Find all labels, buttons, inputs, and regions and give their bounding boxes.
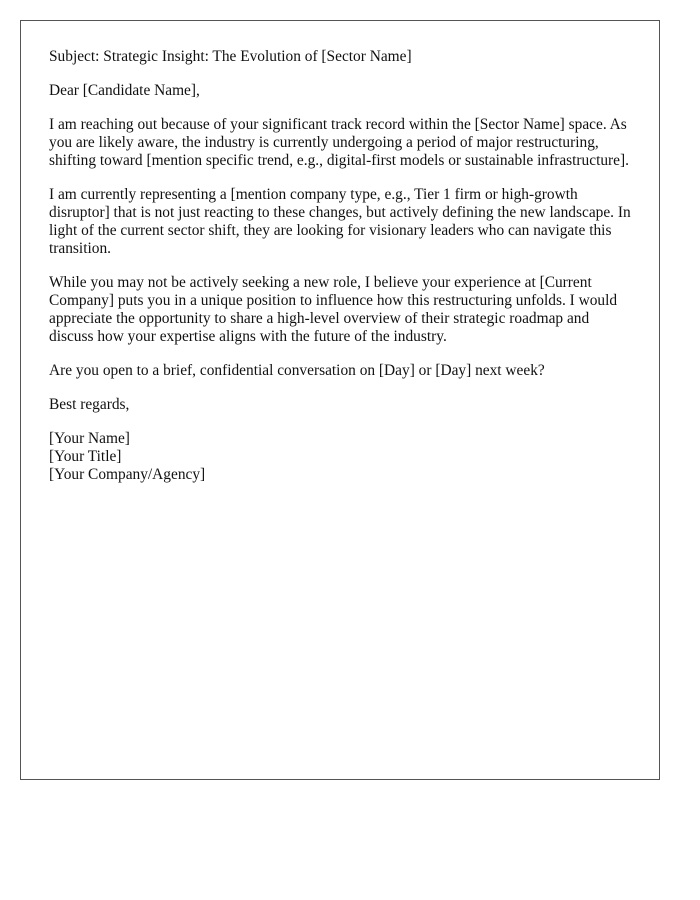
letter-signature (49, 430, 631, 484)
signature-name: [Your Name] (49, 430, 130, 447)
letter-paragraph-cta: Are you open to a brief, confidential conversation on [Day] or [Day] next week? (49, 362, 545, 379)
letter-subject: Subject: Strategic Insight: The Evolution of [Sector Name] (49, 48, 412, 65)
letter-salutation: Dear [Candidate Name], (49, 82, 200, 99)
signature-company: [Your Company/Agency] (49, 466, 206, 483)
signature-title: [Your Title] (49, 448, 122, 465)
letter-paragraph-client: I am currently representing a [mention company type, e.g., Tier 1 firm or high-growth disruptor] that is not just reacting to these changes, but actively defining the new landscape. In light of the current sector shift, they are looking for visionary leaders who can navigate this transition. (49, 186, 631, 257)
letter-closing: Best regards, (49, 396, 130, 413)
letter-paragraph-pitch: While you may not be actively seeking a new role, I believe your experience at [Current Company] puts you in a unique position to influence how this restructuring unfolds. I would appreciate the opportunity to share a high-level overview of their strategic roadmap and discuss how your expertise aligns with the future of the industry. (49, 274, 618, 345)
letter-body (20, 20, 660, 780)
letter-paragraph-intro: I am reaching out because of your significant track record within the [Sector Name] space. As you are likely aware, the industry is currently undergoing a period of major restructuring, shifting toward [mention specific trend, e.g., digital-first models or sustainable infrastructure]. (49, 116, 629, 169)
